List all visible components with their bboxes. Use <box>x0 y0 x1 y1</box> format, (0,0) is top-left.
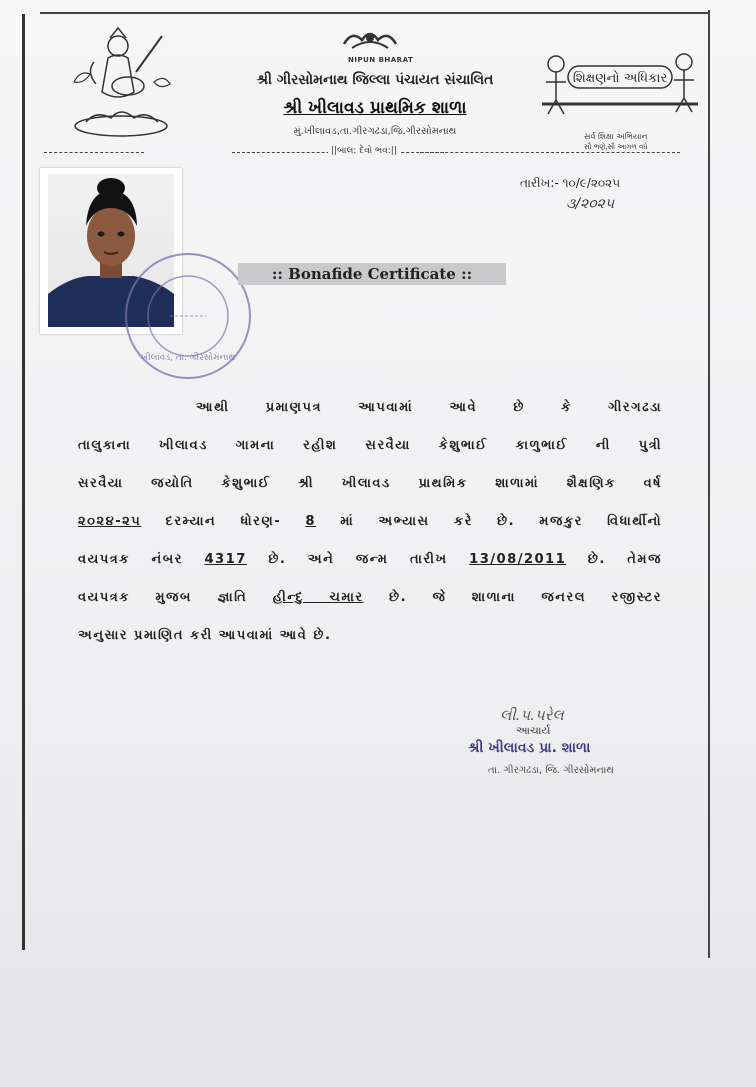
school-address: મું.ખીલાવડ,તા.ગીરગઢડા,જિ.ગીરસોમનાથ <box>293 126 457 137</box>
signature-place-stamp: તા. ગીરગઢડા, જિ. ગીરસોમનાથ <box>488 765 614 776</box>
district-panchayat-heading: શ્રી ગીરસોમનાથ જિલ્લા પંચાયત સંચાલિત <box>256 72 494 88</box>
body-text: અનુસાર પ્રમાણિત કરી આપવામાં આવે છે. <box>78 628 332 643</box>
certificate-date: તારીખ:- ૧૦/૯/૨૦૨૫ <box>520 176 621 190</box>
body-line <box>78 586 662 624</box>
body-line <box>78 548 662 586</box>
body-text: વયપત્રક મુજબ જ્ઞાતિ <box>78 590 248 605</box>
body-line <box>78 396 662 434</box>
signature-school-stamp: શ્રી ખીલાવડ પ્રા. શાળા <box>468 740 591 756</box>
handwritten-date-note: ૩/૨૦૨૫ <box>566 196 615 212</box>
body-line <box>78 624 662 662</box>
school-name-heading: શ્રી ખીલાવડ પ્રાથમિક શાળા <box>283 98 467 118</box>
page-border-left <box>22 14 25 950</box>
saraswati-logo-icon <box>66 22 176 142</box>
body-text: છે. અને જન્મ તારીખ <box>268 552 448 567</box>
body-text: સરવૈયા જયોતિ કેશુભાઈ શ્રી ખીલાવડ પ્રાથમિક શાળામાં શૈક્ષણિક વર્ષ <box>78 476 662 491</box>
sarva-shiksha-caption: સર્વ શિક્ષા અભિયાન <box>584 132 648 141</box>
body-text: આથી પ્રમાણપત્ર આપવામાં આવે છે કે ગીરગઢડા <box>196 400 662 415</box>
header-divider-left <box>44 152 144 153</box>
body-text: દરમ્યાન ધોરણ- <box>165 514 282 529</box>
body-text: તાલુકાના ખીલાવડ ગામના રહીશ સરવૈયા કેશુભાઈ કાળુભાઈ ની પુત્રી <box>78 438 662 453</box>
header-divider-right <box>420 152 680 153</box>
standard-value: 8 <box>305 514 316 529</box>
school-seal-stamp-icon <box>120 248 256 384</box>
principal-title: આચાર્ય <box>516 724 551 737</box>
page-border-top <box>40 12 710 14</box>
caste-value: હીન્દુ ચમાર <box>272 590 364 605</box>
certificate-body <box>78 396 662 662</box>
body-text: છે. જે શાળાના જનરલ રજીસ્ટર <box>389 590 662 605</box>
body-line <box>78 472 662 510</box>
body-line <box>78 510 662 548</box>
school-motto: ||બાલ: દેવો ભવ:|| <box>328 146 400 156</box>
body-text: માં અભ્યાસ કરે છે. મજકુર વિધાર્થીનો <box>340 514 663 529</box>
certificate-title: :: Bonafide Certificate :: <box>271 265 473 283</box>
nipun-bharat-text: NIPUN BHARAT <box>348 56 414 64</box>
body-text: છે. તેમજ <box>587 552 663 567</box>
body-text: વયપત્રક નંબર <box>78 552 183 567</box>
right-logo-slogan: સૌ ભણે,સૌ આગળ વધે <box>584 143 648 151</box>
principal-signature: લી.પ.પરેલ <box>500 706 564 724</box>
page-border-right <box>708 10 710 958</box>
register-number: 4317 <box>204 552 247 567</box>
right-logo-text: શિક્ષણનો અધિકાર <box>572 71 668 86</box>
body-line <box>78 434 662 472</box>
seal-text: ખીલાવડ, તા. ગીરસોમનાથ <box>140 353 236 363</box>
academic-year: ૨૦૨૪-૨૫ <box>78 514 142 529</box>
date-of-birth: 13/08/2011 <box>469 552 567 567</box>
